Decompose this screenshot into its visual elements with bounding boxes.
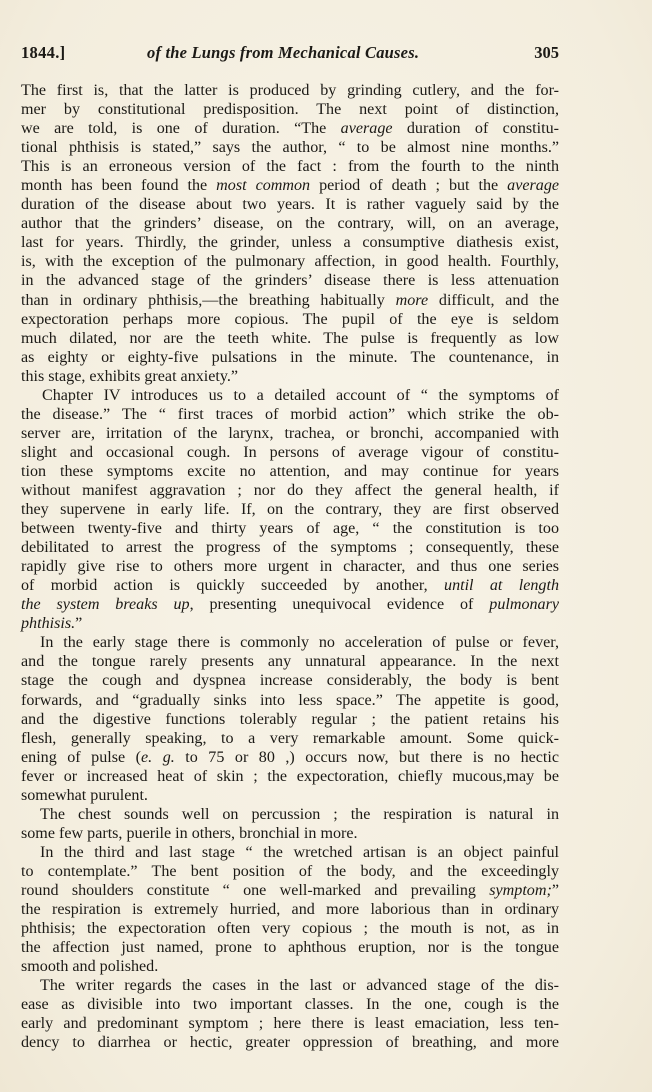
text-line: dency to diarrhea or hectic, greater oppression of breathing, and more — [21, 1034, 559, 1052]
text-line: is, with the exception of the pulmonary affection, in good health. Fourthly, — [21, 253, 559, 271]
paragraph-start-line: In the third and last stage “ the wretched artisan is an object painful — [40, 843, 559, 861]
text-line: phthisis; the expectoration often very copious ; the mouth is not, as in — [21, 920, 559, 938]
paragraph-start-line: Chapter IV introduces us to a detailed account of “ the symptoms of — [42, 386, 559, 404]
paragraph-start-line: The chest sounds well on percussion ; the respiration is natural in — [40, 805, 559, 823]
text-line: last for years. Thirdly, the grinder, unless a consumptive diathesis exist, — [21, 234, 559, 252]
text-line: ening of pulse (e. g. to 75 or 80 ,) occurs now, but there is no hectic — [21, 748, 560, 766]
text-line: much dilated, nor are the teeth white. The pulse is frequently as low — [21, 329, 559, 347]
text-line: somewhat purulent. — [21, 786, 148, 804]
text-line: as eighty or eighty-five pulsations in the minute. The countenance, in — [21, 348, 559, 366]
text-line: in the advanced stage of the grinders’ disease there is less attenuation — [21, 272, 559, 290]
text-line: author that the grinders’ disease, on the contrary, will, on an average, — [21, 215, 559, 233]
text-line: the system breaks up, presenting unequivocal evidence of pulmonary — [21, 596, 559, 614]
running-head — [21, 43, 559, 65]
text-line: and the tongue rarely presents any unnatural appearance. In the next — [21, 653, 559, 671]
text-line: debilitated to arrest the progress of the symptoms ; consequently, these — [21, 539, 559, 557]
text-line: mer by constitutional predisposition. The next point of distinction, — [21, 101, 559, 119]
text-line: The first is, that the latter is produced by grinding cutlery, and the for- — [21, 82, 559, 99]
text-line: fever or increased heat of skin ; the expectoration, chiefly mucous,may be — [21, 767, 559, 785]
body-text — [21, 81, 559, 1052]
text-line: forwards, and “gradually sinks into less space.” The appetite is good, — [21, 691, 559, 709]
text-line: round shoulders constitute “ one well-marked and prevailing symptom;” — [21, 881, 559, 899]
text-line: month has been found the most common period of death ; but the average — [21, 177, 560, 195]
text-line: tion these symptoms excite no attention, and may continue for years — [21, 462, 559, 480]
text-line: ease as divisible into two important classes. In the one, cough is the — [21, 996, 559, 1014]
text-line: server are, irritation of the larynx, trachea, or bronchi, accompanied with — [21, 424, 559, 442]
paragraph-start-line: The writer regards the cases in the last or advanced stage of the dis- — [40, 977, 559, 995]
text-line: we are told, is one of duration. “The average duration of constitu- — [21, 120, 559, 138]
page-number: 305 — [534, 43, 559, 62]
text-line: the disease.” The “ first traces of morbid action” which strike the ob- — [21, 405, 559, 423]
text-line: some few parts, puerile in others, bronchial in more. — [21, 824, 358, 842]
text-line: this stage, exhibits great anxiety.” — [21, 367, 239, 385]
text-line: phthisis.” — [21, 615, 83, 633]
text-line: expectoration perhaps more copious. The pupil of the eye is seldom — [21, 310, 559, 328]
text-line: slight and occasional cough. In persons of average vigour of constitu- — [21, 443, 559, 461]
text-line: to contemplate.” The bent position of the body, and the exceedingly — [21, 862, 559, 880]
text-line: rapidly give rise to others more urgent in character, and thus one series — [21, 558, 559, 576]
text-line: between twenty-five and thirty years of age, “ the constitution is too — [21, 520, 559, 538]
text-line: the respiration is extremely hurried, and more laborious than in ordinary — [21, 901, 559, 919]
text-line: without manifest aggravation ; nor do they affect the general health, if — [21, 481, 559, 499]
text-line: tional phthisis is stated,” says the author, “ to be almost nine months.” — [21, 139, 559, 157]
text-line: stage the cough and dyspnea increase considerably, the body is bent — [21, 672, 559, 690]
header-year: 1844.] — [21, 43, 66, 62]
text-line: duration of the disease about two years. It is rather vaguely said by the — [21, 196, 559, 214]
text-line: This is an erroneous version of the fact : from the fourth to the ninth — [21, 158, 559, 176]
text-line: and the digestive functions tolerably regular ; the patient retains his — [21, 710, 559, 728]
text-line: they supervene in early life. If, on the contrary, they are first observed — [21, 501, 559, 519]
header-title: of the Lungs from Mechanical Causes. — [147, 43, 420, 62]
text-line: of morbid action is quickly succeeded by another, until at length — [21, 577, 559, 595]
text-line: smooth and polished. — [21, 958, 159, 976]
text-line: than in ordinary phthisis,—the breathing habitually more difficult, and the — [21, 291, 559, 309]
paragraph-start-line: In the early stage there is commonly no acceleration of pulse or fever, — [40, 634, 559, 652]
text-line: flesh, generally speaking, to a very remarkable amount. Some quick- — [21, 729, 559, 747]
text-line: early and predominant symptom ; here there is least emaciation, less ten- — [21, 1015, 559, 1033]
text-line: the affection just named, prone to aphthous eruption, nor is the tongue — [21, 939, 559, 957]
